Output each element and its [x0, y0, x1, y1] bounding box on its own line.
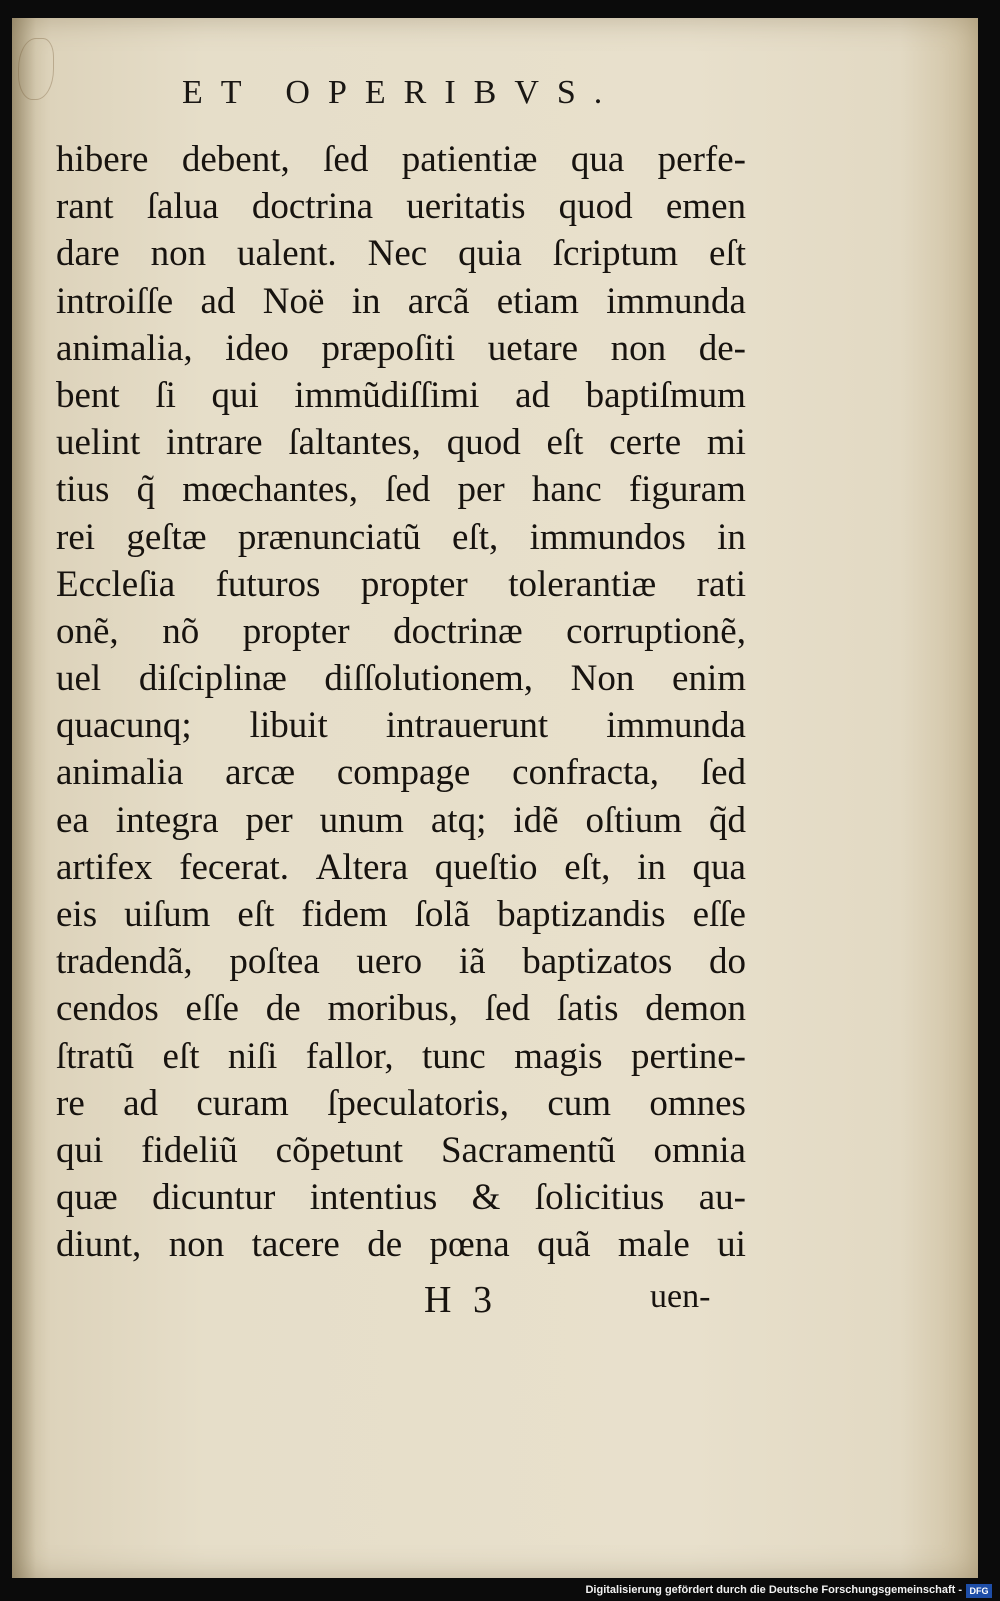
text-line: rant ſalua doctrina ueritatis quod emen	[56, 186, 746, 228]
text-line: uel diſciplinæ diſſolutionem, Non enim	[56, 658, 746, 700]
credit-bar	[0, 1582, 1000, 1601]
dfg-logo: DFG	[966, 1584, 992, 1598]
text-line: tius q̃ mœchantes, ſed per hanc figuram	[56, 469, 746, 511]
paper-stain	[18, 38, 54, 100]
text-line: hibere debent, ſed patientiæ qua perfe-	[56, 139, 746, 180]
signature-mark: H 3	[424, 1279, 498, 1321]
text-line: tradendã, poſtea uero iã baptizatos do	[56, 941, 746, 983]
text-line: dare non ualent. Nec quia ſcriptum eſt	[56, 233, 746, 275]
page-footer	[12, 1278, 978, 1328]
text-line: re ad curam ſpeculatoris, cum omnes	[56, 1082, 746, 1124]
text-line: quæ dicuntur intentius & ſolicitius au-	[56, 1177, 746, 1219]
text-line: introiſſe ad Noë in arcã etiam immunda	[56, 280, 746, 322]
text-line: ſtratũ eſt niſi fallor, tunc magis pertine-	[56, 1035, 746, 1077]
text-line: animalia, ideo præpoſiti uetare non de-	[56, 327, 746, 369]
text-line: onẽ, nõ propter doctrinæ corruptionẽ,	[56, 610, 746, 652]
text-line: Eccleſia futuros propter tolerantiæ rati	[56, 563, 746, 605]
text-line: qui fideliũ cõpetunt Sacramentũ omnia	[56, 1129, 746, 1171]
text-line: diunt, non tacere de pœna quã male ui	[56, 1224, 746, 1266]
text-line: animalia arcæ compage confracta, ſed	[56, 752, 746, 794]
text-line: ea integra per unum atq; idẽ oſtium q̃d	[56, 799, 746, 841]
text-block	[56, 136, 746, 1269]
running-head: ET OPERIBVS.	[182, 74, 621, 111]
text-line: rei geſtæ prænunciatũ eſt, immundos in	[56, 516, 746, 558]
text-line: cendos eſſe de moribus, ſed ſatis demon	[56, 988, 746, 1030]
text-line: eis uiſum eſt fidem ſolã baptizandis eſſe	[56, 894, 746, 935]
catchword: uen-	[650, 1278, 711, 1315]
text-line: uelint intrare ſaltantes, quod eſt certe mi	[56, 422, 746, 464]
text-line: artifex fecerat. Altera queſtio eſt, in qua	[56, 846, 746, 888]
gutter-shadow	[12, 18, 36, 1578]
book-page	[12, 18, 978, 1578]
text-line: quacunq; libuit intrauerunt immunda	[56, 705, 746, 747]
text-line: bent ſi qui immũdiſſimi ad baptiſmum	[56, 374, 746, 416]
digitization-credit: Digitalisierung gefördert durch die Deutsche Forschungsgemeinschaft -	[585, 1584, 962, 1596]
